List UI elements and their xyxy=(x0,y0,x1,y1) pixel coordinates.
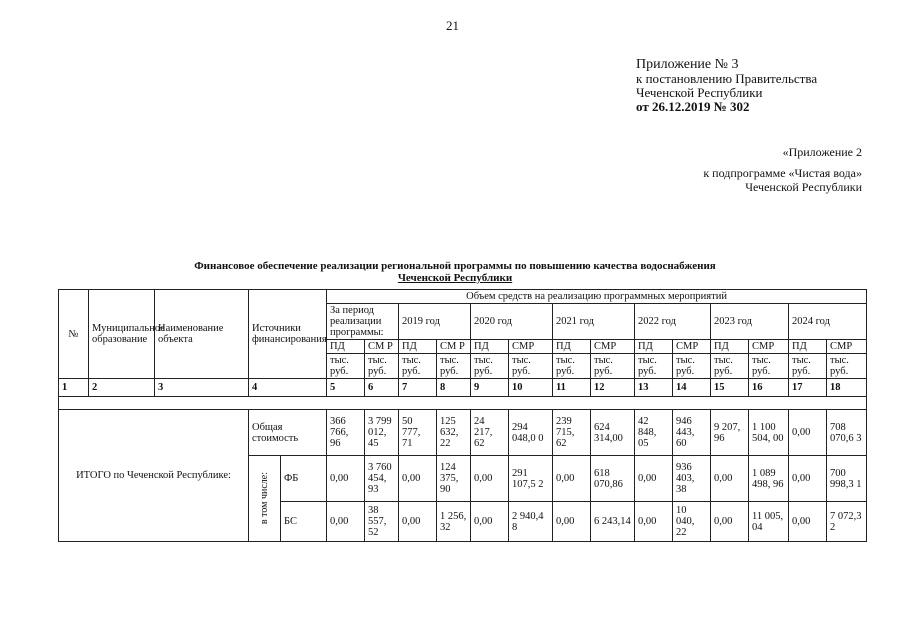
cell-value: 291 107,5 2 xyxy=(509,456,553,502)
header-unit: тыс. руб. xyxy=(635,354,673,379)
header-unit: тыс. руб. xyxy=(471,354,509,379)
header-sources: Источники финансирования xyxy=(249,290,327,379)
column-index: 13 xyxy=(635,379,673,397)
page-number: 21 xyxy=(446,18,459,33)
row-label: БС xyxy=(281,502,327,542)
cell-value: 0,00 xyxy=(635,502,673,542)
header-unit: тыс. руб. xyxy=(327,354,365,379)
column-index: 15 xyxy=(711,379,749,397)
header-period: За период реализации программы: xyxy=(327,304,399,340)
cell-value: 708 070,6 3 xyxy=(827,410,867,456)
cell-value: 0,00 xyxy=(471,456,509,502)
header-unit: тыс. руб. xyxy=(553,354,591,379)
cell-value: 38 557, 52 xyxy=(365,502,399,542)
cell-value: 7 072,3 2 xyxy=(827,502,867,542)
cell-value: 10 040, 22 xyxy=(673,502,711,542)
row-label: Общая стоимость xyxy=(249,410,327,456)
financing-table xyxy=(58,289,867,542)
column-index: 16 xyxy=(749,379,789,397)
appendix-line-4: от 26.12.2019 № 302 xyxy=(636,99,750,114)
incl-label-cell xyxy=(249,456,281,542)
header-year-2023: 2023 год xyxy=(711,304,789,340)
title-line-1: Финансовое обеспечение реализации региональной программы по повышению качества водоснабжения xyxy=(194,260,716,272)
document-title xyxy=(100,260,810,284)
cell-value: 6 243,14 xyxy=(591,502,635,542)
header-unit: тыс. руб. xyxy=(437,354,471,379)
header-pd: ПД xyxy=(635,340,673,354)
header-unit: тыс. руб. xyxy=(399,354,437,379)
title-line-2: Чеченской Республики xyxy=(397,272,513,284)
header-pd: ПД xyxy=(711,340,749,354)
cell-value: 1 256, 32 xyxy=(437,502,471,542)
cell-value: 125 632, 22 xyxy=(437,410,471,456)
cell-value: 50 777, 71 xyxy=(399,410,437,456)
cell-value: 0,00 xyxy=(789,456,827,502)
header-unit: тыс. руб. xyxy=(365,354,399,379)
column-index: 5 xyxy=(327,379,365,397)
header-unit: тыс. руб. xyxy=(749,354,789,379)
column-index: 14 xyxy=(673,379,711,397)
header-pd: ПД xyxy=(399,340,437,354)
cell-value: 294 048,0 0 xyxy=(509,410,553,456)
header-year-2019: 2019 год xyxy=(399,304,471,340)
header-unit: тыс. руб. xyxy=(673,354,711,379)
column-index: 4 xyxy=(249,379,327,397)
cell-value: 3 760 454, 93 xyxy=(365,456,399,502)
header-pd: ПД xyxy=(471,340,509,354)
column-index: 9 xyxy=(471,379,509,397)
header-year-2020: 2020 год xyxy=(471,304,553,340)
cell-value: 936 403, 38 xyxy=(673,456,711,502)
header-smr: СМР xyxy=(749,340,789,354)
cell-value: 24 217, 62 xyxy=(471,410,509,456)
column-index: 2 xyxy=(89,379,155,397)
cell-value: 0,00 xyxy=(327,456,365,502)
column-index: 6 xyxy=(365,379,399,397)
header-smr: СМ Р xyxy=(437,340,471,354)
appendix2-header xyxy=(640,145,862,194)
appendix-line-1: Приложение № 3 xyxy=(636,57,739,72)
cell-value: 0,00 xyxy=(399,502,437,542)
column-index: 10 xyxy=(509,379,553,397)
appendix-line-2: к постановлению Правительства xyxy=(636,71,818,86)
cell-value: 618 070,86 xyxy=(591,456,635,502)
column-index: 1 xyxy=(59,379,89,397)
column-index: 8 xyxy=(437,379,471,397)
header-pd: ПД xyxy=(327,340,365,354)
cell-value: 42 848, 05 xyxy=(635,410,673,456)
header-smr: СМ Р xyxy=(365,340,399,354)
header-smr: СМР xyxy=(509,340,553,354)
cell-value: 0,00 xyxy=(711,502,749,542)
header-year-2022: 2022 год xyxy=(635,304,711,340)
appendix2-line-1: «Приложение 2 xyxy=(782,145,862,159)
header-smr: СМР xyxy=(827,340,867,354)
cell-value: 9 207, 96 xyxy=(711,410,749,456)
header-year-2024: 2024 год xyxy=(789,304,867,340)
column-index: 17 xyxy=(789,379,827,397)
header-unit: тыс. руб. xyxy=(591,354,635,379)
header-unit: тыс. руб. xyxy=(789,354,827,379)
column-index: 18 xyxy=(827,379,867,397)
cell-value: 3 799 012, 45 xyxy=(365,410,399,456)
table-row xyxy=(59,410,867,456)
header-num: № xyxy=(59,290,89,379)
column-index: 7 xyxy=(399,379,437,397)
header-unit: тыс. руб. xyxy=(509,354,553,379)
cell-value: 1 100 504, 00 xyxy=(749,410,789,456)
cell-value: 0,00 xyxy=(635,456,673,502)
appendix-line-3: Чеченской Республики xyxy=(636,85,763,100)
incl-label: в том числе: xyxy=(259,472,270,525)
appendix2-line-2: к подпрограмме «Чистая вода» xyxy=(703,166,862,180)
cell-value: 700 998,3 1 xyxy=(827,456,867,502)
header-volume: Объем средств на реализацию программных мероприятий xyxy=(327,290,867,304)
header-pd: ПД xyxy=(553,340,591,354)
appendix-header xyxy=(636,58,817,114)
header-unit: тыс. руб. xyxy=(711,354,749,379)
cell-value: 0,00 xyxy=(711,456,749,502)
column-index: 11 xyxy=(553,379,591,397)
header-pd: ПД xyxy=(789,340,827,354)
total-label: ИТОГО по Чеченской Республике: xyxy=(59,410,249,542)
cell-value: 11 005, 04 xyxy=(749,502,789,542)
cell-value: 366 766, 96 xyxy=(327,410,365,456)
appendix2-line-3: Чеченской Республики xyxy=(745,180,862,194)
cell-value: 624 314,00 xyxy=(591,410,635,456)
cell-value: 0,00 xyxy=(471,502,509,542)
cell-value: 0,00 xyxy=(399,456,437,502)
cell-value: 0,00 xyxy=(789,410,827,456)
header-municipality: Муниципальное образование xyxy=(89,290,155,379)
cell-value: 124 375, 90 xyxy=(437,456,471,502)
cell-value: 0,00 xyxy=(553,456,591,502)
cell-value: 2 940,4 8 xyxy=(509,502,553,542)
header-object: Наименование объекта xyxy=(155,290,249,379)
cell-value: 239 715, 62 xyxy=(553,410,591,456)
header-smr: СМР xyxy=(591,340,635,354)
cell-value: 0,00 xyxy=(327,502,365,542)
column-index-row xyxy=(59,379,867,397)
header-year-2021: 2021 год xyxy=(553,304,635,340)
header-unit: тыс. руб. xyxy=(827,354,867,379)
cell-value: 0,00 xyxy=(789,502,827,542)
cell-value: 0,00 xyxy=(553,502,591,542)
cell-value: 946 443, 60 xyxy=(673,410,711,456)
column-index: 12 xyxy=(591,379,635,397)
header-smr: СМР xyxy=(673,340,711,354)
column-index: 3 xyxy=(155,379,249,397)
row-label: ФБ xyxy=(281,456,327,502)
cell-value: 1 089 498, 96 xyxy=(749,456,789,502)
